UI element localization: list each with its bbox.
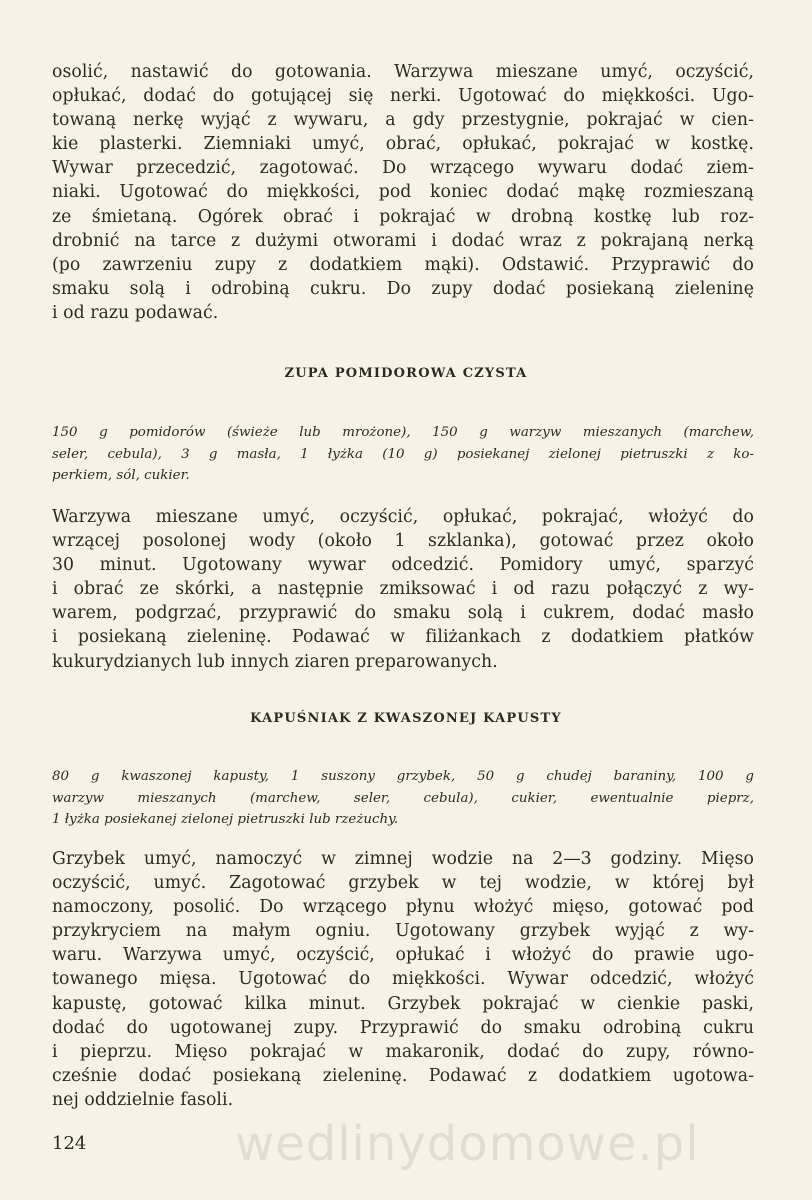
text-line: Grzybek umyć, namoczyć w zimnej wodzie na 2—3 godziny. Mięso	[52, 849, 754, 869]
text-line: namoczony, posolić. Do wrzącego płynu włożyć mięso, gotować pod	[52, 897, 754, 918]
text-line: i od razu podawać.	[52, 302, 219, 323]
text-line: kapustę, gotować kilka minut. Grzybek pokrajać w cienkie paski,	[52, 993, 754, 1014]
text-line: wrzącej posolonej wody (około 1 szklanka), gotować przez około	[52, 531, 754, 552]
text-line: (po zawrzeniu zupy z dodatkiem mąki). Odstawić. Przyprawić do	[52, 254, 754, 275]
watermark: wedlinydomowe.pl	[235, 1116, 700, 1172]
ingredients-line: perkiem, sól, cukier.	[52, 468, 190, 484]
text-line: i pieprzu. Mięso pokrajać w makaronik, dodać do zupy, równo-	[52, 1041, 754, 1062]
text-line: Warzywa mieszane umyć, oczyścić, opłukać, pokrajać, włożyć do	[52, 507, 754, 527]
text-line: cześnie dodać posiekaną zieleninę. Podawać z dodatkiem ugotowa-	[52, 1065, 754, 1086]
text-line: smaku solą i odrobiną cukru. Do zupy dodać posiekaną zieleninę	[52, 278, 754, 299]
ingredients-line: seler, cebula), 3 g masła, 1 łyżka (10 g) posiekanej zielonej pietruszki z ko-	[52, 446, 754, 462]
text-line: nej oddzielnie fasoli.	[52, 1089, 234, 1110]
text-line: niaki. Ugotować do miękkości, pod koniec dodać mąkę rozmieszaną	[52, 182, 754, 203]
text-line: 30 minut. Ugotowany wywar odcedzić. Pomidory umyć, sparzyć	[52, 555, 754, 576]
recipe-title: KAPUŚNIAK Z KWASZONEJ KAPUSTY	[250, 711, 562, 726]
recipe-title: ZUPA POMIDOROWA CZYSTA	[284, 366, 528, 381]
text-line: towanego mięsa. Ugotować do miękkości. Wywar odcedzić, włożyć	[52, 969, 754, 990]
ingredients-list	[52, 422, 754, 487]
text-line: przykryciem na małym ogniu. Ugotowany grzybek wyjąć z wy-	[52, 921, 754, 942]
page-number: 124	[52, 1133, 87, 1154]
instructions-paragraph	[52, 847, 754, 1112]
instructions-paragraph	[52, 505, 754, 674]
text-line: opłukać, dodać do gotującej się nerki. Ugotować do miękkości. Ugo-	[52, 86, 754, 107]
text-line: kie plasterki. Ziemniaki umyć, obrać, opłukać, pokrajać w kostkę.	[52, 134, 754, 155]
text-line: ze śmietaną. Ogórek obrać i pokrajać w drobną kostkę lub roz-	[52, 206, 754, 227]
text-line: oczyścić, umyć. Zagotować grzybek w tej wodzie, w której był	[52, 873, 754, 894]
text-line: osolić, nastawić do gotowania. Warzywa mieszane umyć, oczyścić,	[52, 62, 754, 82]
ingredients-line: warzyw mieszanych (marchew, seler, cebula), cukier, ewentualnie pieprz,	[52, 790, 754, 806]
text-line: drobnić na tarce z dużymi otworami i dodać wraz z pokrajaną nerką	[52, 230, 754, 251]
ingredients-line: 80 g kwaszonej kapusty, 1 suszony grzybek, 50 g chudej baraniny, 100 g	[52, 769, 754, 784]
text-line: waru. Warzywa umyć, oczyścić, opłukać i włożyć do prawie ugo-	[52, 945, 754, 966]
ingredients-line: 150 g pomidorów (świeże lub mrożone), 150 g warzyw mieszanych (marchew,	[52, 425, 754, 440]
ingredients-line: 1 łyżka posiekanej zielonej pietruszki lub rzeżuchy.	[52, 812, 399, 828]
text-line: towaną nerkę wyjąć z wywaru, a gdy przestygnie, pokrajać w cien-	[52, 110, 754, 131]
text-line: kukurydzianych lub innych ziaren preparowanych.	[52, 651, 498, 672]
text-line: i posiekaną zieleninę. Podawać w filiżankach z dodatkiem płatków	[52, 627, 754, 648]
text-line: warem, podgrzać, przyprawić do smaku solą i cukrem, dodać masło	[52, 603, 754, 624]
text-line: dodać do ugotowanej zupy. Przyprawić do smaku odrobiną cukru	[52, 1017, 754, 1038]
text-line: Wywar przecedzić, zagotować. Do wrzącego wywaru dodać ziem-	[52, 158, 754, 179]
text-line: i obrać ze skórki, a następnie zmiksować i od razu połączyć z wy-	[52, 579, 754, 600]
intro-paragraph	[52, 60, 754, 325]
ingredients-list	[52, 766, 754, 831]
